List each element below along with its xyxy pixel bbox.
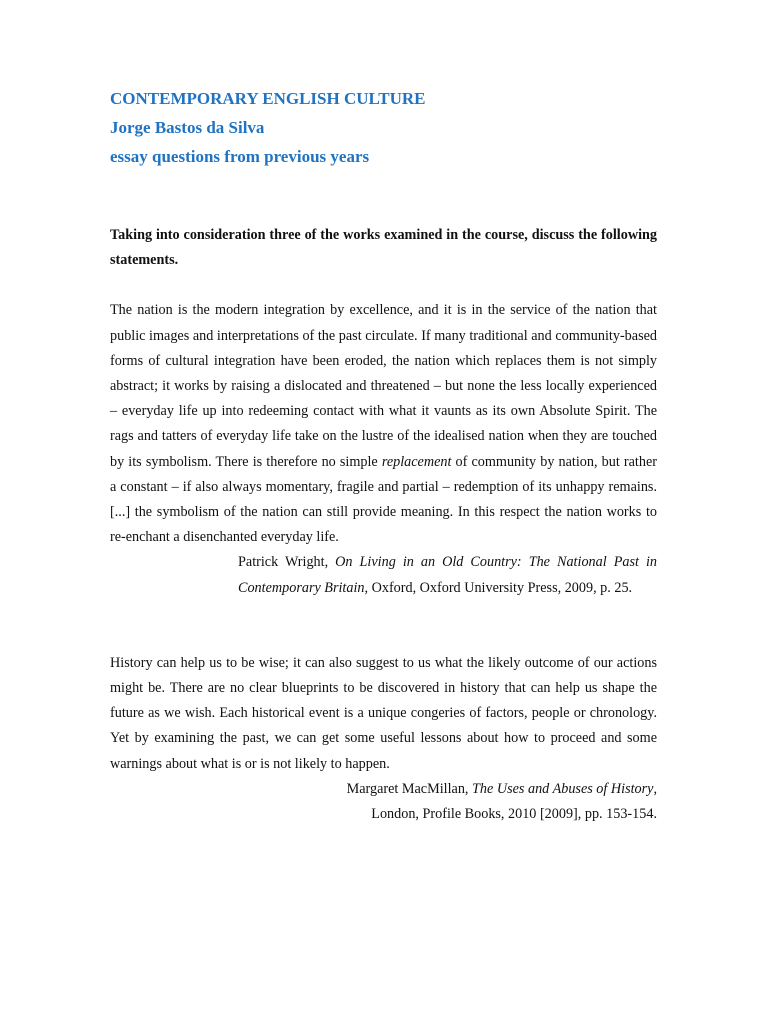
quote-wright xyxy=(110,298,657,550)
citation-macmillan-title: The Uses and Abuses of History xyxy=(472,780,654,797)
quote-macmillan: History can help us to be wise; it can also suggest to us what the likely outcome of our actions might be. There are no clear blueprints to be discovered in history that can help us shape the future as we wish. Each historical event is a unique congeries of factors, people or chronology. Yet by examining the past, we can get some useful lessons about how to proceed and some warnings about what is or is not likely to happen. xyxy=(110,654,657,772)
quote-wright-text-b: of community by nation, but rather a constant – if also always momentary, fragile and partial – redemption of its unhappy remains. [...] the symbolism of the nation can still provide meaning. In this respect the nation works to re-enchant a disenchanted everyday life. xyxy=(110,453,657,546)
author-name: Jorge Bastos da Silva xyxy=(110,118,265,137)
essay-instruction: Taking into consideration three of the works examined in the course, discuss the following statements. xyxy=(110,227,657,269)
document-page xyxy=(110,84,657,827)
citation-macmillan-comma: , xyxy=(653,780,657,797)
citation-wright-author: Patrick Wright, xyxy=(238,554,336,571)
citation-macmillan-details: London, Profile Books, 2010 [2009], pp. 153-154. xyxy=(371,806,657,823)
quote-wright-emphasis: replacement xyxy=(381,453,452,470)
document-subtitle: essay questions from previous years xyxy=(110,147,370,166)
citation-wright-details: , Oxford, Oxford University Press, 2009, p. 25. xyxy=(364,579,633,596)
citation-macmillan xyxy=(110,777,657,827)
citation-wright xyxy=(238,550,657,600)
citation-wright-title: On Living in an Old Country: The National Past in Contemporary Britain xyxy=(238,554,657,596)
course-title: CONTEMPORARY ENGLISH CULTURE xyxy=(110,89,426,108)
quote-wright-text-a: The nation is the modern integration by excellence, and it is in the service of the nation that public images and interpretations of the past circulate. If many traditional and community-based forms of cultural integration have been eroded, the nation which replaces them is not simply abstract; it works by raising a dislocated and threatened – but none the less locally experienced – everyday life up into redeeming contact with what it vaunts as its own Absolute Spirit. The rags and tatters of everyday life take on the lustre of the idealised nation when they are touched by its symbolism. There is therefore no simple xyxy=(110,302,657,470)
citation-macmillan-author: Margaret MacMillan, xyxy=(346,780,473,797)
